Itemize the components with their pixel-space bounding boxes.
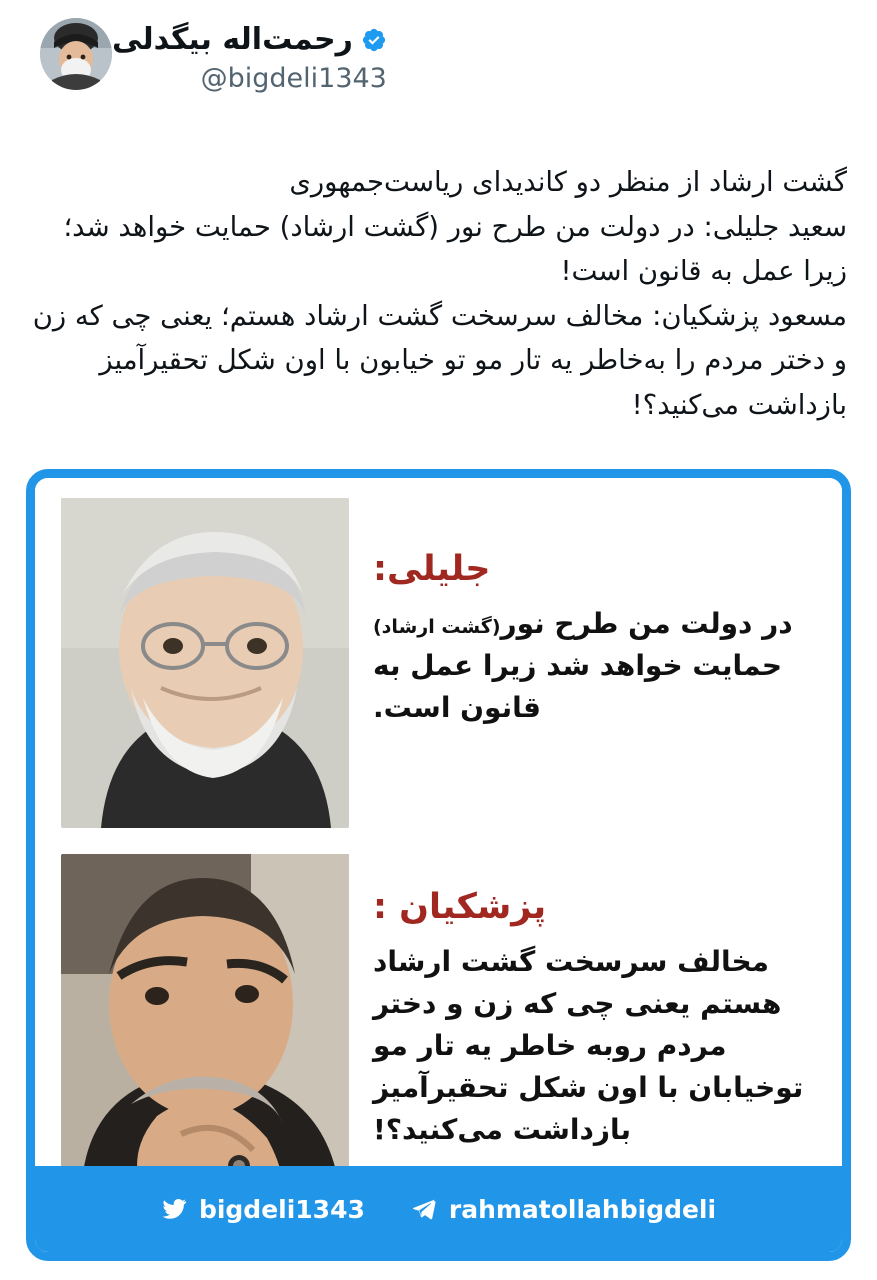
tweet-header xyxy=(26,18,851,110)
display-name: رحمت‌اله بیگدلی xyxy=(112,22,353,57)
telegram-link[interactable] xyxy=(411,1195,716,1224)
media-card[interactable] xyxy=(26,469,851,1261)
quote-text-jalili xyxy=(367,498,816,729)
telegram-icon xyxy=(411,1196,437,1222)
twitter-link[interactable] xyxy=(161,1195,365,1224)
telegram-handle: rahmatollahbigdeli xyxy=(448,1194,717,1224)
tweet-text-line-3: مسعود پزشکیان: مخالف سرسخت گشت ارشاد هستم؛ یعنی چی که زن و دختر مردم را به‌خاطر یه تار مو تو خیابون با اون شکل تحقیرآمیز بازداشت می‌کنید؟! xyxy=(32,299,847,421)
tweet-text-line-2: سعید جلیلی: در دولت من طرح نور (گشت ارشاد) حمایت خواهد شد؛ زیرا عمل به قانون است! xyxy=(63,210,847,288)
tweet-text xyxy=(26,160,851,427)
tweet-text-line-1: گشت ارشاد از منظر دو کاندیدای ریاست‌جمهوری xyxy=(289,166,847,198)
quote-body-jalili xyxy=(373,603,816,729)
card-footer-banner xyxy=(35,1166,842,1252)
quote-body-pezeshkian: مخالف سرسخت گشت ارشاد هستم یعنی چی که زن و دختر مردم روبه خاطر یه تار مو توخیابان با اون شکل تحقیرآمیز بازداشت می‌کنید؟! xyxy=(373,944,804,1146)
quote-block-jalili xyxy=(61,498,816,828)
avatar[interactable] xyxy=(40,18,112,90)
account-handle[interactable]: @bigdeli1343 xyxy=(200,63,387,94)
twitter-bird-icon xyxy=(161,1196,187,1222)
account-names xyxy=(112,18,387,94)
photo-pezeshkian xyxy=(61,854,349,1202)
photo-jalili xyxy=(61,498,349,828)
twitter-handle: bigdeli1343 xyxy=(198,1194,365,1224)
quote-name-pezeshkian: پزشکیان : xyxy=(373,887,547,928)
quote-name-jalili: جلیلی: xyxy=(373,549,491,590)
media-card-inner xyxy=(35,478,842,1184)
quote-block-pezeshkian xyxy=(61,854,816,1202)
quote-body-rest-jalili: حمایت خواهد شد زیرا عمل به قانون است. xyxy=(373,648,783,724)
verified-badge-icon xyxy=(361,27,387,53)
quote-body-paren-jalili: (گشت ارشاد) xyxy=(373,615,501,638)
quote-body-main-jalili: در دولت من طرح نور xyxy=(500,606,793,640)
quote-text-pezeshkian xyxy=(367,854,816,1151)
display-name-row xyxy=(112,22,387,57)
